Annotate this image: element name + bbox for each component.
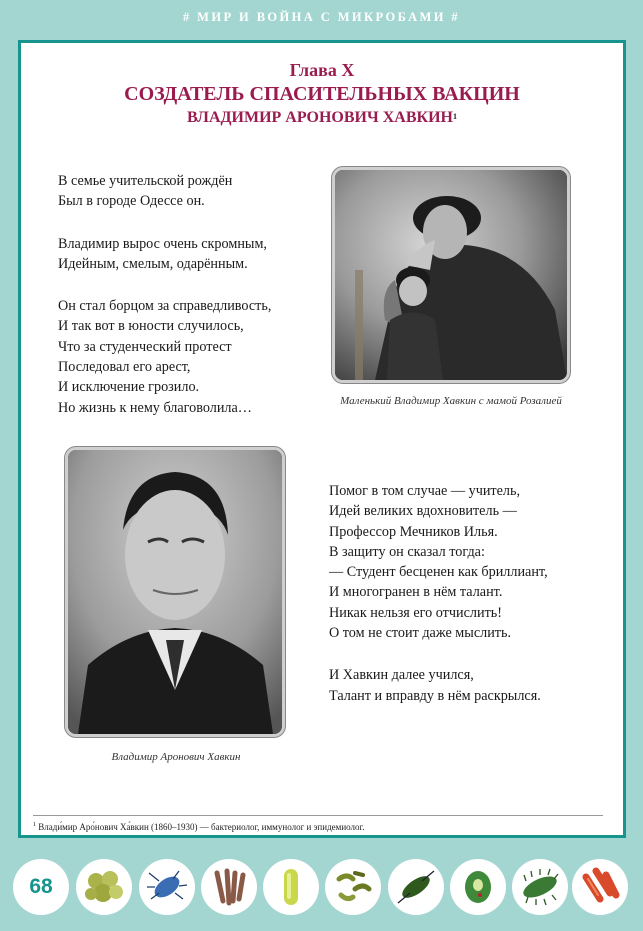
poem-line: В семье учительской рождён <box>58 173 233 189</box>
rod-bacteria-icon <box>201 859 257 915</box>
footnote-marker: 1 <box>33 822 36 828</box>
red-rod-bacteria-icon <box>572 859 628 915</box>
footnote-text: Влади́мир Аро́нович Ха́вкин (1860–1930) — бактериолог, иммунолог и эпидемиолог. <box>36 822 365 832</box>
vibrio-microbe-icon <box>325 859 381 915</box>
chapter-number: Глава X <box>289 60 355 80</box>
microbe-footer <box>0 848 643 931</box>
footnote-ref: 1 <box>453 112 457 121</box>
chapter-subtitle <box>21 107 623 128</box>
mother-and-son-photo <box>332 167 570 383</box>
poem-line: В защиту он сказал тогда: <box>329 543 485 560</box>
bacillus-icon <box>263 859 319 915</box>
page-content <box>18 40 626 838</box>
photo-illustration <box>335 170 567 380</box>
poem-line: — Студент бесценен как бриллиант, <box>329 564 548 581</box>
poem-line: И Хавкин далее учился, <box>329 667 474 684</box>
poem-line: Был в городе Одессе он. <box>58 193 205 210</box>
page-number: 68 <box>13 859 69 915</box>
poem-line: И так вот в юности случилось, <box>58 318 244 335</box>
chapter-titles <box>21 59 623 128</box>
portrait-illustration <box>68 450 282 734</box>
poem-line: О том не стоит даже мыслить. <box>329 625 512 642</box>
poem-line: Он стал борцом за справедливость, <box>58 298 272 315</box>
subtitle-text: ВЛАДИМИР АРОНОВИЧ ХАВКИН <box>186 109 453 126</box>
khavkin-portrait-photo <box>65 447 285 737</box>
flagellated-bacterium-icon <box>139 859 195 915</box>
poem-line: И исключение грозило. <box>58 379 200 396</box>
spiky-bacterium-icon <box>512 859 568 915</box>
protozoa-icon <box>450 859 506 915</box>
footnote-divider <box>33 815 603 816</box>
poem-second-part <box>329 481 548 706</box>
poem-line: Помог в том случае — учитель, <box>329 483 521 499</box>
spirillum-icon <box>388 859 444 915</box>
footnote <box>33 822 364 832</box>
poem-line: Никак нельзя его отчислить! <box>329 604 502 621</box>
poem-line: Последовал его арест, <box>58 359 191 376</box>
cocci-microbe-icon <box>76 859 132 915</box>
portrait-caption: Владимир Аронович Хавкин <box>111 751 241 763</box>
poem-line: Владимир вырос очень скромным, <box>58 235 267 252</box>
poem-line: Профессор Мечников Илья. <box>329 523 498 540</box>
poem-line: И многогранен в нём талант. <box>329 584 503 601</box>
chapter-title: СОЗДАТЕЛЬ СПАСИТЕЛЬНЫХ ВАКЦИН <box>124 83 520 105</box>
poem-line: Но жизнь к нему благоволила… <box>58 399 252 416</box>
photo-caption: Маленький Владимир Хавкин с мамой Розалией <box>340 395 562 407</box>
poem-line: Талант и вправду в нём раскрылся. <box>329 687 541 704</box>
poem-line: Идейным, смелым, одарённым. <box>58 255 248 272</box>
poem-line: Что за студенческий протест <box>58 338 232 355</box>
running-header: # МИР И ВОЙНА С МИКРОБАМИ # <box>182 9 460 24</box>
poem-line: Идей великих вдохновитель — <box>329 503 517 520</box>
poem-first-part <box>58 171 271 418</box>
